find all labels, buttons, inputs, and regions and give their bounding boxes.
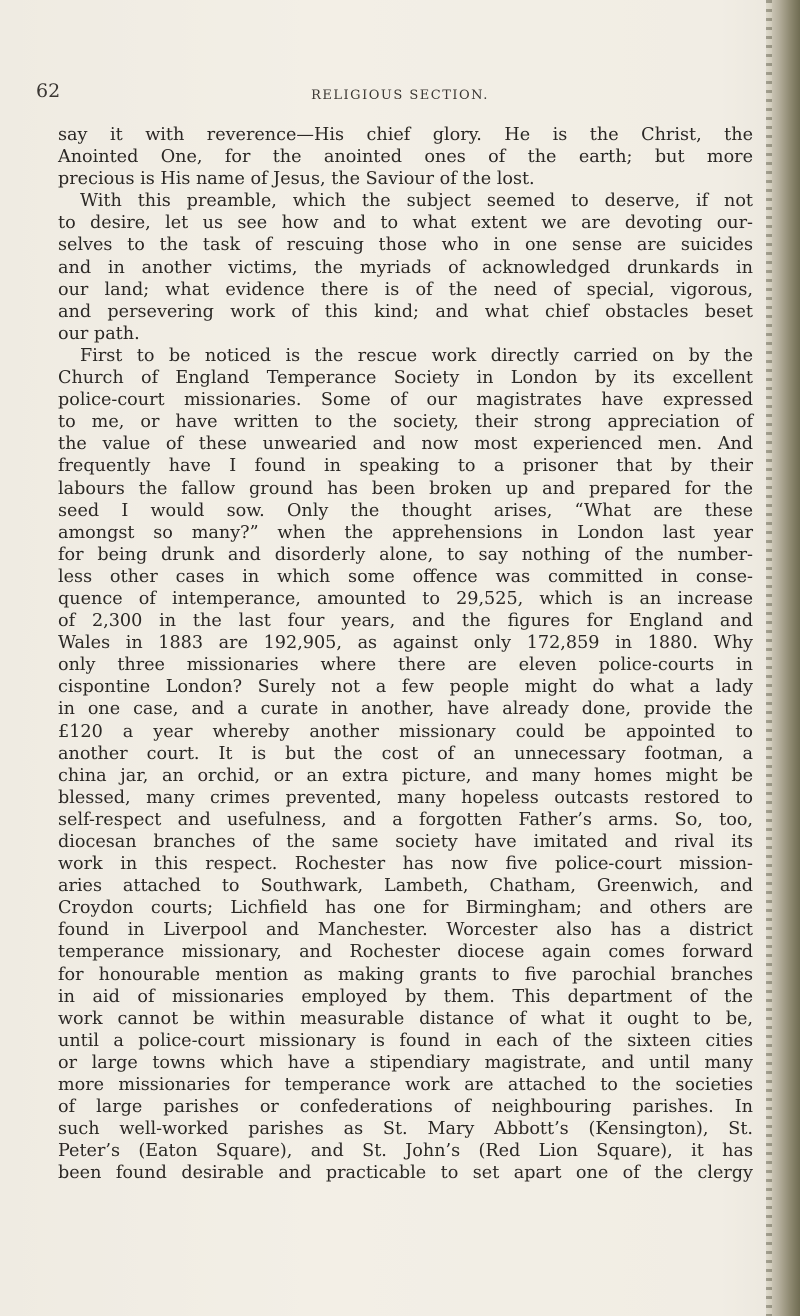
text-line: only three missionaries where there are eleven police-courts in [58, 655, 753, 676]
text-line: seed I would sow. Only the thought arises, “What are these [58, 500, 753, 521]
text-line: less other cases in which some offence was committed in conse- [58, 566, 753, 587]
text-line: our land; what evidence there is of the need of special, vigorous, [58, 279, 753, 300]
text-line: found in Liverpool and Manchester. Worcester also has a district [58, 920, 753, 941]
text-line: selves to the task of rescuing those who in one sense are suicides [58, 235, 753, 256]
text-line: for honourable mention as making grants to five parochial branches [58, 964, 753, 985]
text-line: another court. It is but the cost of an unnecessary footman, a [58, 743, 753, 764]
text-line: precious is His name of Jesus, the Saviour of the lost. [58, 169, 535, 190]
text-line: and in another victims, the myriads of acknowledged drunkards in [58, 257, 753, 278]
text-line: such well-worked parishes as St. Mary Abbott’s (Kensington), St. [58, 1119, 753, 1140]
text-line: Croydon courts; Lichfield has one for Birmingham; and others are [58, 898, 753, 919]
text-line: for being drunk and disorderly alone, to say nothing of the number- [58, 544, 753, 565]
text-line: more missionaries for temperance work are attached to the societies [58, 1075, 753, 1096]
text-line: quence of intemperance, amounted to 29,525, which is an increase [58, 588, 753, 609]
text-line: With this preamble, which the subject seemed to deserve, if not [80, 191, 753, 212]
text-line: First to be noticed is the rescue work directly carried on by the [80, 345, 753, 366]
text-line: our path. [58, 323, 140, 344]
text-line: and persevering work of this kind; and what chief obstacles beset [58, 301, 753, 322]
text-line: Peter’s (Eaton Square), and St. John’s (Red Lion Square), it has [58, 1141, 753, 1162]
text-line: diocesan branches of the same society have imitated and rival its [58, 832, 753, 852]
text-line: Church of England Temperance Society in London by its excellent [58, 368, 753, 389]
text-line: Anointed One, for the anointed ones of the earth; but more [58, 147, 753, 168]
page-number: 62 [36, 80, 61, 102]
text-line: of large parishes or confederations of neighbouring parishes. In [58, 1097, 753, 1118]
text-line: aries attached to Southwark, Lambeth, Chatham, Greenwich, and [58, 876, 753, 897]
text-line: cispontine London? Surely not a few people might do what a lady [58, 677, 753, 698]
body-text [58, 124, 753, 1185]
text-line: been found desirable and practicable to set apart one of the clergy [58, 1163, 753, 1184]
text-line: frequently have I found in speaking to a prisoner that by their [58, 456, 753, 477]
text-line: blessed, many crimes prevented, many hopeless outcasts restored to [58, 787, 753, 808]
text-line: £120 a year whereby another missionary could be appointed to [58, 721, 753, 742]
text-line: work cannot be within measurable distance of what it ought to be, [58, 1008, 753, 1029]
text-line: in aid of missionaries employed by them. This department of the [58, 986, 753, 1007]
text-line: of 2,300 in the last four years, and the figures for England and [58, 611, 753, 632]
text-line: labours the fallow ground has been broken up and prepared for the [58, 478, 753, 499]
text-line: the value of these unwearied and now most experienced men. And [58, 434, 753, 455]
text-line: amongst so many?” when the apprehensions in London last year [58, 522, 753, 543]
text-line: to desire, let us see how and to what extent we are devoting our- [58, 213, 753, 234]
text-line: work in this respect. Rochester has now five police-court mission- [58, 854, 753, 875]
text-line: self-respect and usefulness, and a forgotten Father’s arms. So, too, [58, 809, 753, 830]
text-line: to me, or have written to the society, their strong appreciation of [58, 412, 753, 433]
text-line: china jar, an orchid, or an extra picture, and many homes might be [58, 765, 753, 786]
text-line: temperance missionary, and Rochester diocese again comes forward [58, 942, 753, 963]
text-line: until a police-court missionary is found in each of the sixteen cities [58, 1030, 753, 1051]
book-gutter-edge [766, 0, 800, 1316]
text-line: in one case, and a curate in another, have already done, provide the [58, 699, 753, 720]
text-line: police-court missionaries. Some of our magistrates have expressed [58, 390, 753, 411]
running-head: RELIGIOUS SECTION. [311, 88, 489, 103]
text-line: or large towns which have a stipendiary magistrate, and until many [58, 1052, 753, 1073]
text-line: say it with reverence—His chief glory. He is the Christ, the [58, 125, 753, 145]
text-line: Wales in 1883 are 192,905, as against only 172,859 in 1880. Why [58, 633, 753, 654]
